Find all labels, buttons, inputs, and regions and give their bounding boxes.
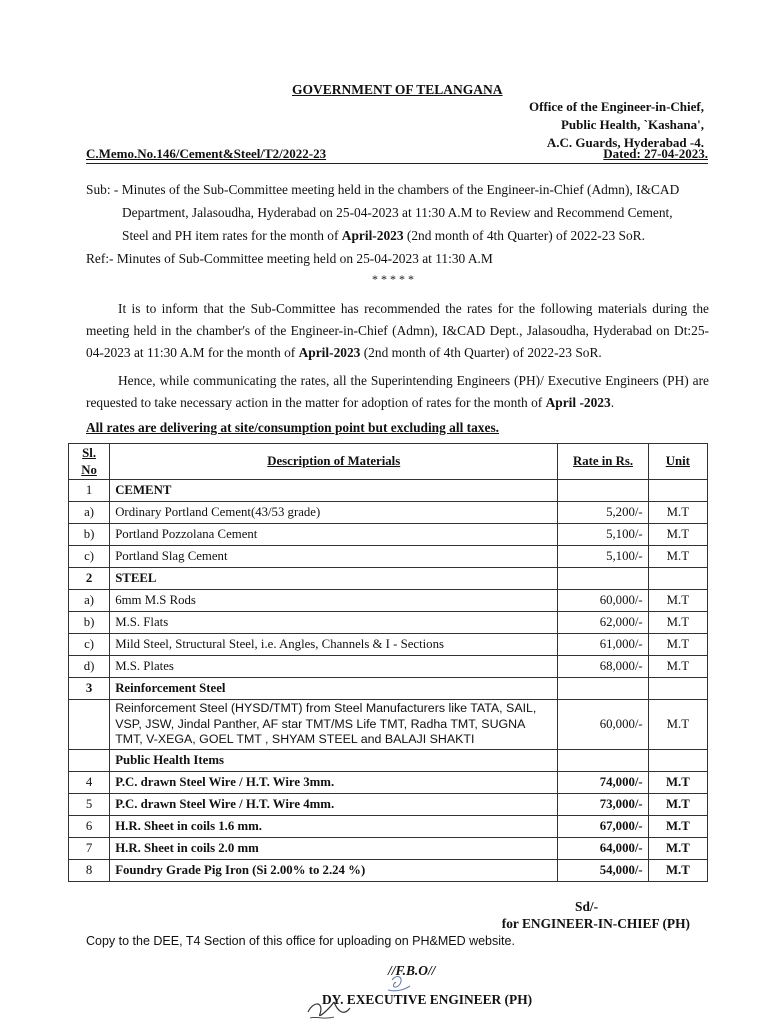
office-line: A.C. Guards, Hyderabad -4. xyxy=(546,135,704,150)
table-row xyxy=(69,678,708,700)
government-title: GOVERNMENT OF TELANGANA xyxy=(292,82,503,97)
row-unit: M.T xyxy=(648,700,707,750)
row-rate: 61,000/- xyxy=(558,634,648,656)
row-desc: Reinforcement Steel (HYSD/TMT) from Steel Manufacturers like TATA, SAIL, VSP, JSW, Jindal Panther, AF star TMT/MS Life TMT, Radha TMT, SUGNA TMT, V-XEGA, GOEL TMT , SHYAM STEEL and BALAJI SHAKTI xyxy=(110,700,558,750)
row-desc: M.S. Flats xyxy=(110,612,558,634)
row-desc: Reinforcement Steel xyxy=(110,678,558,700)
row-sl: 5 xyxy=(69,793,110,815)
table-row xyxy=(69,815,708,837)
row-rate: 74,000/- xyxy=(558,771,648,793)
row-unit: M.T xyxy=(648,634,707,656)
separator-stars: ***** xyxy=(372,272,417,286)
fbo-mark: //F.B.O// xyxy=(388,963,436,978)
table-row xyxy=(69,793,708,815)
office-address xyxy=(529,98,704,152)
row-unit: M.T xyxy=(648,502,707,524)
table-row xyxy=(69,700,708,750)
paragraph-intro: It is to inform that the Sub-Committee has recommended the rates for the following materials during the meeting held in the chamber's of the Engineer-in-Chief (Admn), I&CAD Dept., Jalasoudha, Hyderabad on Dt:25-04-2023 at 11:30 A.M for the month of April-2023 (2nd month of 4th Quarter) of 2022-23 SoR. xyxy=(86,301,709,360)
table-row xyxy=(69,612,708,634)
reference-line: Ref:- Minutes of Sub-Committee meeting held on 25-04-2023 at 11:30 A.M xyxy=(86,251,493,266)
memo-date: Dated: 27-04-2023. xyxy=(603,146,708,161)
row-unit xyxy=(648,568,707,590)
paragraph-instructions: Hence, while communicating the rates, all the Superintending Engineers (PH)/ Executive Engineers (PH) are requested to take necessary action in the matter for adoption of rates for the month of April -2023. xyxy=(86,373,709,410)
row-rate: 64,000/- xyxy=(558,837,648,859)
row-desc: Foundry Grade Pig Iron (Si 2.00% to 2.24 %) xyxy=(110,859,558,881)
table-row xyxy=(69,634,708,656)
office-line: Public Health, `Kashana', xyxy=(560,117,704,132)
row-rate xyxy=(558,480,648,502)
subject-line: Sub: - Minutes of the Sub-Committee meeting held in the chambers of the Engineer-in-Chief (Admn), I&CAD xyxy=(86,182,680,197)
row-sl: 7 xyxy=(69,837,110,859)
copy-to-line: Copy to the DEE, T4 Section of this office for uploading on PH&MED website. xyxy=(86,934,515,948)
rates-note: All rates are delivering at site/consumption point but excluding all taxes. xyxy=(86,420,500,435)
row-rate xyxy=(558,749,648,771)
row-sl: a) xyxy=(69,502,110,524)
row-sl: 6 xyxy=(69,815,110,837)
row-desc: STEEL xyxy=(110,568,558,590)
table-header-row xyxy=(69,444,708,480)
header-rate: Rate in Rs. xyxy=(558,444,648,480)
row-desc: Mild Steel, Structural Steel, i.e. Angles, Channels & I - Sections xyxy=(110,634,558,656)
row-sl xyxy=(69,749,110,771)
table-row xyxy=(69,546,708,568)
row-unit: M.T xyxy=(648,837,707,859)
table-row xyxy=(69,749,708,771)
row-unit: M.T xyxy=(648,612,707,634)
row-desc: M.S. Plates xyxy=(110,656,558,678)
signatory-eic: for ENGINEER-IN-CHIEF (PH) xyxy=(501,916,690,931)
row-rate: 73,000/- xyxy=(558,793,648,815)
row-sl: 2 xyxy=(69,568,110,590)
row-desc: H.R. Sheet in coils 2.0 mm xyxy=(110,837,558,859)
row-sl: a) xyxy=(69,590,110,612)
row-unit: M.T xyxy=(648,771,707,793)
row-sl: c) xyxy=(69,634,110,656)
row-desc: Portland Pozzolana Cement xyxy=(110,524,558,546)
row-rate: 62,000/- xyxy=(558,612,648,634)
row-desc: H.R. Sheet in coils 1.6 mm. xyxy=(110,815,558,837)
row-unit: M.T xyxy=(648,590,707,612)
table-row xyxy=(69,590,708,612)
signed-mark: Sd/- xyxy=(575,899,599,914)
row-rate: 60,000/- xyxy=(558,700,648,750)
header-unit: Unit xyxy=(648,444,707,480)
row-rate xyxy=(558,678,648,700)
memo-number: C.Memo.No.146/Cement&Steel/T2/2022-23 xyxy=(86,146,327,161)
row-unit xyxy=(648,678,707,700)
row-sl: c) xyxy=(69,546,110,568)
row-sl: 1 xyxy=(69,480,110,502)
memo-header-row xyxy=(86,146,708,164)
row-sl: d) xyxy=(69,656,110,678)
table-row xyxy=(69,480,708,502)
row-rate: 5,100/- xyxy=(558,524,648,546)
row-unit: M.T xyxy=(648,815,707,837)
header-description: Description of Materials xyxy=(110,444,558,480)
table-row xyxy=(69,771,708,793)
subject-block xyxy=(86,178,710,247)
row-rate: 5,200/- xyxy=(558,502,648,524)
office-line: Office of the Engineer-in-Chief, xyxy=(529,99,704,114)
row-rate: 60,000/- xyxy=(558,590,648,612)
table-row xyxy=(69,859,708,881)
row-sl xyxy=(69,700,110,750)
row-sl: b) xyxy=(69,612,110,634)
header-sl-no: Sl. No xyxy=(69,444,110,480)
subject-line: Steel and PH item rates for the month of April-2023 (2nd month of 4th Quarter) of 2022-23 SoR. xyxy=(122,228,645,243)
row-rate: 5,100/- xyxy=(558,546,648,568)
rates-table xyxy=(68,443,708,882)
row-unit xyxy=(648,480,707,502)
table-row xyxy=(69,656,708,678)
table-row xyxy=(69,502,708,524)
row-unit: M.T xyxy=(648,656,707,678)
table-row xyxy=(69,524,708,546)
row-desc: Ordinary Portland Cement(43/53 grade) xyxy=(110,502,558,524)
row-desc: P.C. drawn Steel Wire / H.T. Wire 4mm. xyxy=(110,793,558,815)
row-unit xyxy=(648,749,707,771)
row-desc: P.C. drawn Steel Wire / H.T. Wire 3mm. xyxy=(110,771,558,793)
subject-line: Department, Jalasoudha, Hyderabad on 25-04-2023 at 11:30 A.M to Review and Recommend Cement, xyxy=(122,205,673,220)
row-desc: 6mm M.S Rods xyxy=(110,590,558,612)
row-unit: M.T xyxy=(648,859,707,881)
row-sl: b) xyxy=(69,524,110,546)
row-sl: 4 xyxy=(69,771,110,793)
row-unit: M.T xyxy=(648,546,707,568)
row-desc: CEMENT xyxy=(110,480,558,502)
signatory-dee: DY. EXECUTIVE ENGINEER (PH) xyxy=(322,992,533,1007)
row-desc: Portland Slag Cement xyxy=(110,546,558,568)
row-sl: 3 xyxy=(69,678,110,700)
row-rate xyxy=(558,568,648,590)
row-sl: 8 xyxy=(69,859,110,881)
table-row xyxy=(69,837,708,859)
row-unit: M.T xyxy=(648,793,707,815)
row-rate: 54,000/- xyxy=(558,859,648,881)
row-rate: 68,000/- xyxy=(558,656,648,678)
row-desc: Public Health Items xyxy=(110,749,558,771)
row-rate: 67,000/- xyxy=(558,815,648,837)
row-unit: M.T xyxy=(648,524,707,546)
table-row xyxy=(69,568,708,590)
